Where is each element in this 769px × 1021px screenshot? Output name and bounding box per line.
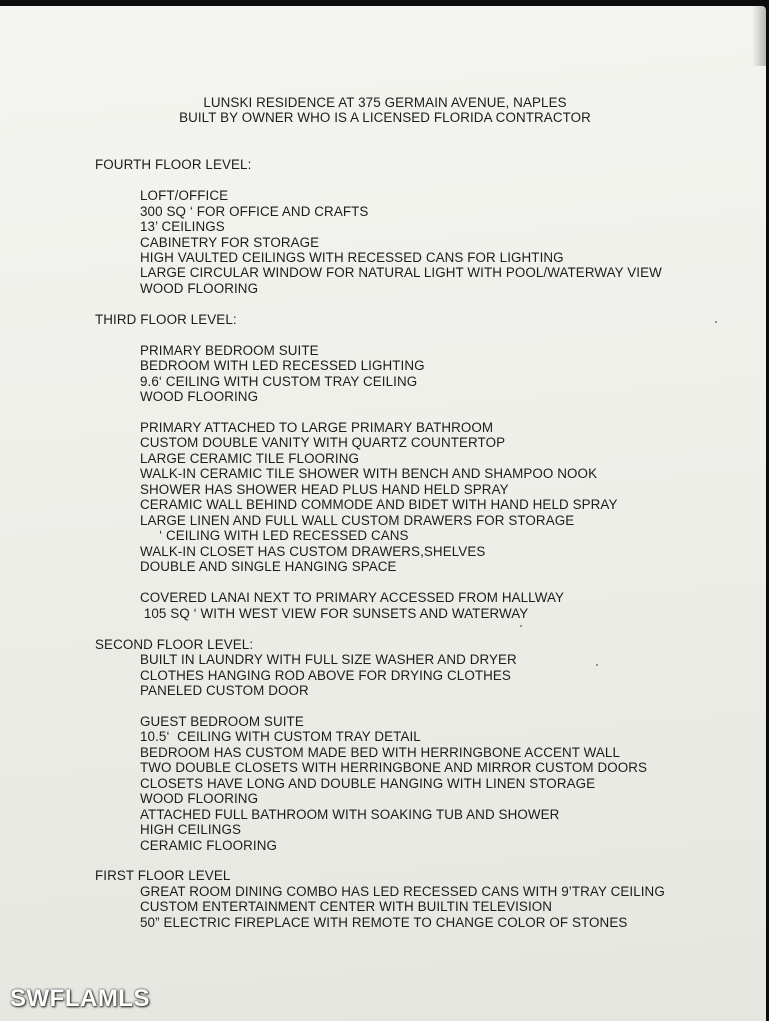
list-item: WOOD FLOORING: [140, 791, 259, 806]
list-item: HIGH VAULTED CEILINGS WITH RECESSED CANS FOR LIGHTING: [140, 250, 564, 265]
list-item: GUEST BEDROOM SUITE: [140, 714, 304, 729]
list-item: LARGE CERAMIC TILE FLOORING: [140, 451, 359, 466]
document-subtitle: BUILT BY OWNER WHO IS A LICENSED FLORIDA CONTRACTOR: [179, 110, 591, 125]
list-item: PRIMARY BEDROOM SUITE: [140, 343, 319, 358]
list-item: HIGH CEILINGS: [140, 822, 242, 837]
list-item: TWO DOUBLE CLOSETS WITH HERRINGBONE AND MIRROR CUSTOM DOORS: [140, 760, 648, 775]
watermark-logo: SWFLAMLS: [10, 985, 150, 1012]
list-item: ATTACHED FULL BATHROOM WITH SOAKING TUB AND SHOWER: [140, 807, 560, 822]
list-item: SHOWER HAS SHOWER HEAD PLUS HAND HELD SPRAY: [140, 482, 509, 497]
list-item: CERAMIC FLOORING: [140, 838, 278, 853]
list-item: PANELED CUSTOM DOOR: [140, 683, 309, 698]
list-item: WOOD FLOORING: [140, 281, 259, 296]
list-item: CLOTHES HANGING ROD ABOVE FOR DRYING CLOTHES: [140, 668, 511, 683]
list-item: COVERED LANAI NEXT TO PRIMARY ACCESSED FROM HALLWAY: [140, 590, 565, 605]
list-item: WALK-IN CERAMIC TILE SHOWER WITH BENCH AND SHAMPOO NOOK: [140, 466, 598, 481]
list-item: LOFT/OFFICE: [140, 188, 229, 203]
list-item: 13’ CEILINGS: [140, 219, 225, 234]
document-title: LUNSKI RESIDENCE AT 375 GERMAIN AVENUE, NAPLES: [203, 95, 567, 110]
list-item: ‘ CEILING WITH LED RECESSED CANS: [140, 528, 409, 543]
section-title-third-floor: THIRD FLOOR LEVEL:: [95, 312, 237, 327]
section-title-fourth-floor: FOURTH FLOOR LEVEL:: [95, 157, 252, 172]
list-item: DOUBLE AND SINGLE HANGING SPACE: [140, 559, 397, 574]
page-corner-shadow: [752, 6, 766, 66]
list-item: CUSTOM ENTERTAINMENT CENTER WITH BUILTIN TELEVISION: [140, 899, 553, 914]
list-item: BEDROOM HAS CUSTOM MADE BED WITH HERRINGBONE ACCENT WALL: [140, 745, 621, 760]
section-title-second-floor: SECOND FLOOR LEVEL:: [95, 637, 254, 652]
paper-speck: [596, 664, 598, 666]
list-item: BEDROOM WITH LED RECESSED LIGHTING: [140, 358, 425, 373]
list-item: GREAT ROOM DINING COMBO HAS LED RECESSED CANS WITH 9’TRAY CEILING: [140, 884, 665, 899]
list-item: CERAMIC WALL BEHIND COMMODE AND BIDET WITH HAND HELD SPRAY: [140, 497, 618, 512]
list-item: CABINETRY FOR STORAGE: [140, 235, 320, 250]
paper-speck: [520, 625, 522, 627]
list-item: 10.5‘ CEILING WITH CUSTOM TRAY DETAIL: [140, 729, 421, 744]
list-item: BUILT IN LAUNDRY WITH FULL SIZE WASHER AND DRYER: [140, 652, 517, 667]
list-item: CUSTOM DOUBLE VANITY WITH QUARTZ COUNTERTOP: [140, 435, 506, 450]
list-item: 300 SQ ‘ FOR OFFICE AND CRAFTS: [140, 204, 369, 219]
list-item: LARGE LINEN AND FULL WALL CUSTOM DRAWERS FOR STORAGE: [140, 513, 575, 528]
list-item: 105 SQ ‘ WITH WEST VIEW FOR SUNSETS AND WATERWAY: [140, 606, 529, 621]
list-item: WALK-IN CLOSET HAS CUSTOM DRAWERS,SHELVES: [140, 544, 486, 559]
list-item: WOOD FLOORING: [140, 389, 259, 404]
list-item: LARGE CIRCULAR WINDOW FOR NATURAL LIGHT WITH POOL/WATERWAY VIEW: [140, 265, 662, 280]
list-item: 50” ELECTRIC FIREPLACE WITH REMOTE TO CHANGE COLOR OF STONES: [140, 915, 628, 930]
document-page: [0, 6, 766, 1021]
list-item: PRIMARY ATTACHED TO LARGE PRIMARY BATHROOM: [140, 420, 494, 435]
section-title-first-floor: FIRST FLOOR LEVEL: [95, 868, 231, 883]
list-item: 9.6‘ CEILING WITH CUSTOM TRAY CEILING: [140, 374, 418, 389]
paper-speck: [715, 321, 717, 323]
list-item: CLOSETS HAVE LONG AND DOUBLE HANGING WITH LINEN STORAGE: [140, 776, 596, 791]
